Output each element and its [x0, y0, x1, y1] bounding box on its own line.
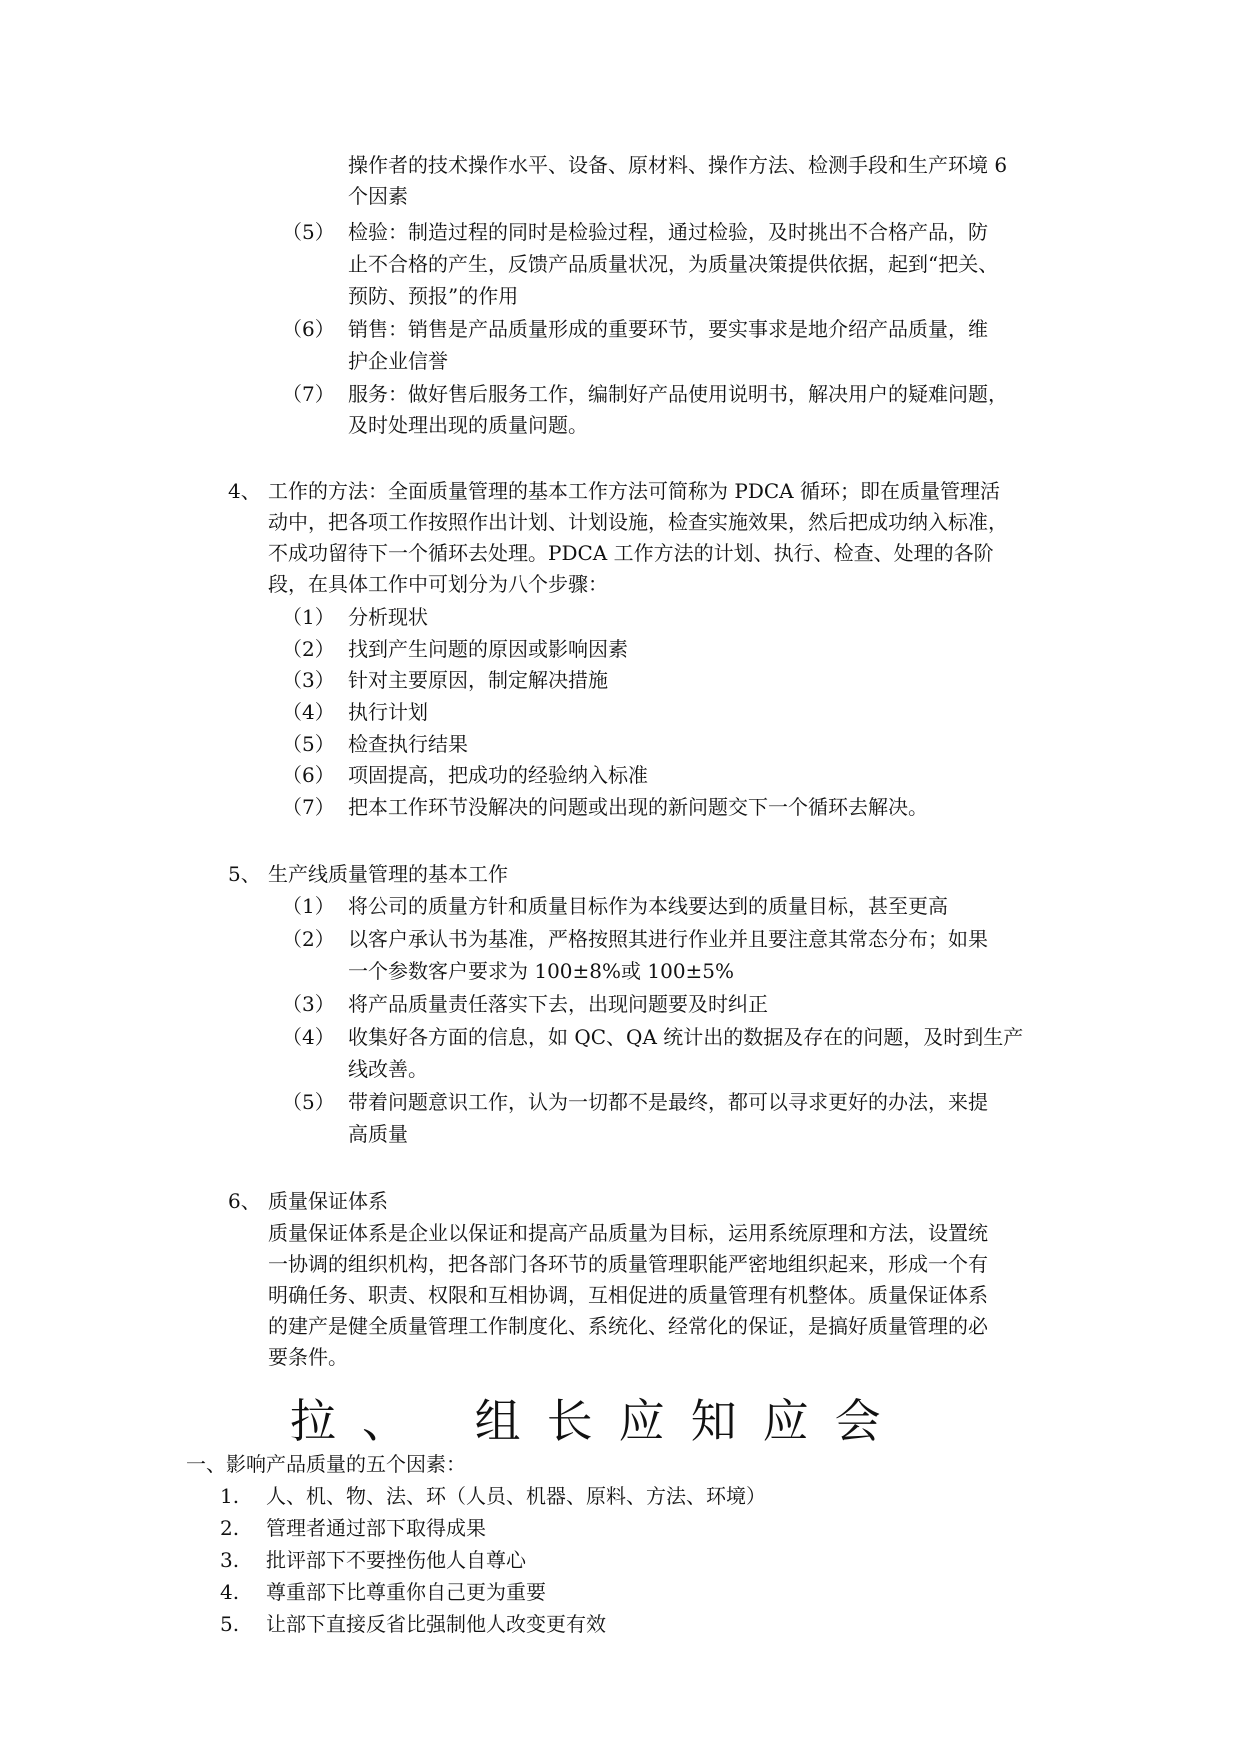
- paragraph-line: 段，在具体工作中可划分为八个步骤：: [268, 572, 608, 596]
- step-number: （6）: [282, 763, 335, 787]
- numbered-item-number: 1.: [220, 1484, 240, 1508]
- paragraph-line: 一协调的组织机构，把各部门各环节的质量管理职能严密地组织起来，形成一个有: [268, 1252, 988, 1276]
- step-number: （2）: [282, 637, 335, 661]
- numbered-item-number: 3.: [220, 1548, 240, 1572]
- chapter-section-heading: 一、影响产品质量的五个因素：: [186, 1452, 466, 1476]
- numbered-item-text: 批评部下不要挫伤他人自尊心: [266, 1548, 526, 1572]
- step-text: 项固提高，把成功的经验纳入标准: [348, 763, 648, 787]
- step-number: （5）: [282, 732, 335, 756]
- list-item-line: 预防、预报”的作用: [348, 284, 519, 308]
- list-item-line: 服务：做好售后服务工作，编制好产品使用说明书，解决用户的疑难问题，: [348, 382, 1008, 406]
- list-item-number: （7）: [282, 382, 335, 406]
- numbered-item-text: 让部下直接反省比强制他人改变更有效: [266, 1612, 606, 1636]
- step-text: 检查执行结果: [348, 732, 468, 756]
- paragraph-line: 要条件。: [268, 1345, 348, 1369]
- paragraph-line: 工作的方法：全面质量管理的基本工作方法可简称为 PDCA 循环；即在质量管理活: [268, 479, 1000, 503]
- step-number: （7）: [282, 795, 335, 819]
- list-item-line: 高质量: [348, 1122, 408, 1146]
- section-number: 6、: [228, 1189, 261, 1213]
- step-number: （1）: [282, 605, 335, 629]
- list-item-number: （5）: [282, 1090, 335, 1114]
- list-item-number: （5）: [282, 220, 335, 244]
- numbered-item-number: 2.: [220, 1516, 240, 1540]
- list-item-line: 线改善。: [348, 1057, 428, 1081]
- section-number: 5、: [228, 862, 261, 886]
- numbered-item-number: 4.: [220, 1580, 240, 1604]
- list-item-line: 检验：制造过程的同时是检验过程，通过检验，及时挑出不合格产品，防: [348, 220, 988, 244]
- paragraph-line: 不成功留待下一个循环去处理。PDCA 工作方法的计划、执行、检查、处理的各阶: [268, 541, 994, 565]
- list-item-line: 止不合格的产生，反馈产品质量状况，为质量决策提供依据，起到“把关、: [348, 252, 999, 276]
- section-heading: 生产线质量管理的基本工作: [268, 862, 508, 886]
- numbered-item-text: 尊重部下比尊重你自己更为重要: [266, 1580, 546, 1604]
- section-heading: 质量保证体系: [268, 1189, 388, 1213]
- step-number: （3）: [282, 668, 335, 692]
- section-number: 4、: [228, 479, 261, 503]
- numbered-item-text: 管理者通过部下取得成果: [266, 1516, 486, 1540]
- list-item-number: （4）: [282, 1025, 335, 1049]
- numbered-item-number: 5.: [220, 1612, 240, 1636]
- continuation-line: 操作者的技术操作水平、设备、原材料、操作方法、检测手段和生产环境 6: [348, 153, 1008, 177]
- list-item-line: 销售：销售是产品质量形成的重要环节，要实事求是地介绍产品质量，维: [348, 317, 988, 341]
- list-item-number: （6）: [282, 317, 335, 341]
- numbered-item-text: 人、机、物、法、环（人员、机器、原料、方法、环境）: [266, 1484, 766, 1508]
- paragraph-line: 质量保证体系是企业以保证和提高产品质量为目标，运用系统原理和方法，设置统: [268, 1221, 988, 1245]
- chapter-title: 拉、 组长应知应会: [290, 1394, 907, 1448]
- step-text: 找到产生问题的原因或影响因素: [348, 637, 628, 661]
- list-item-line: 及时处理出现的质量问题。: [348, 413, 588, 437]
- continuation-line: 个因素: [348, 184, 408, 208]
- step-text: 执行计划: [348, 700, 428, 724]
- list-item-line: 以客户承认书为基准，严格按照其进行作业并且要注意其常态分布；如果: [348, 927, 988, 951]
- list-item-line: 将产品质量责任落实下去，出现问题要及时纠正: [348, 992, 768, 1016]
- step-text: 把本工作环节没解决的问题或出现的新问题交下一个循环去解决。: [348, 795, 928, 819]
- step-text: 针对主要原因，制定解决措施: [348, 668, 608, 692]
- list-item-number: （3）: [282, 992, 335, 1016]
- list-item-line: 一个参数客户要求为 100±8%或 100±5%: [348, 959, 735, 983]
- list-item-line: 带着问题意识工作，认为一切都不是最终，都可以寻求更好的办法，来提: [348, 1090, 988, 1114]
- list-item-number: （1）: [282, 894, 335, 918]
- paragraph-line: 明确任务、职责、权限和互相协调，互相促进的质量管理有机整体。质量保证体系: [268, 1283, 988, 1307]
- list-item-line: 将公司的质量方针和质量目标作为本线要达到的质量目标，甚至更高: [348, 894, 948, 918]
- step-text: 分析现状: [348, 605, 428, 629]
- list-item-line: 护企业信誉: [348, 349, 448, 373]
- step-number: （4）: [282, 700, 335, 724]
- list-item-number: （2）: [282, 927, 335, 951]
- list-item-line: 收集好各方面的信息，如 QC、QA 统计出的数据及存在的问题，及时到生产: [348, 1025, 1024, 1049]
- paragraph-line: 动中，把各项工作按照作出计划、计划设施，检查实施效果，然后把成功纳入标准，: [268, 510, 1008, 534]
- paragraph-line: 的建产是健全质量管理工作制度化、系统化、经常化的保证，是搞好质量管理的必: [268, 1314, 988, 1338]
